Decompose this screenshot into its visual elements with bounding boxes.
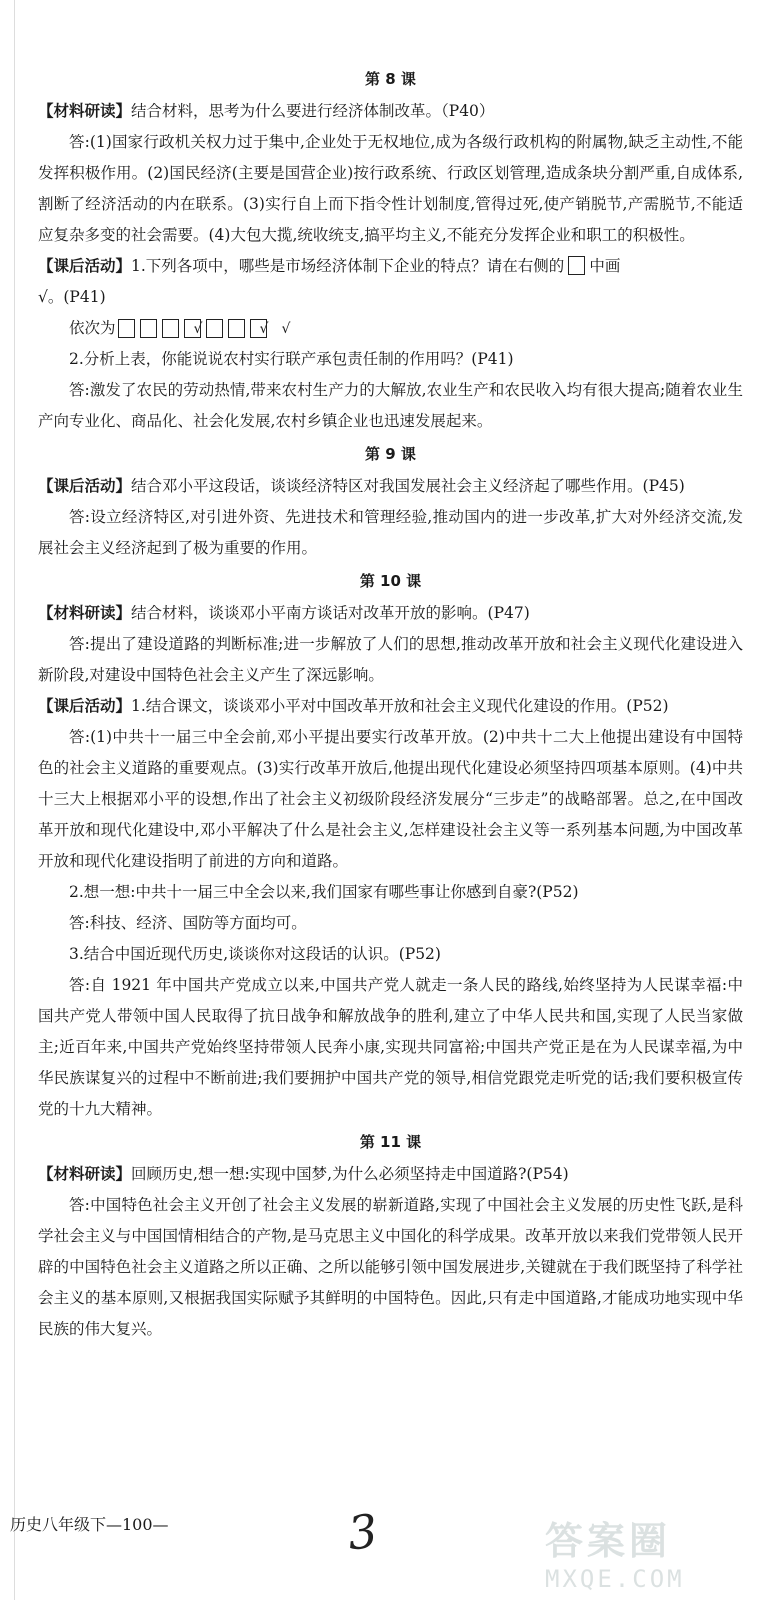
section-tag: 【材料研读】: [38, 604, 132, 622]
section-tag: 【课后活动】: [38, 477, 132, 495]
section-tag: 【材料研读】: [38, 102, 132, 120]
l11-material-question: [38, 1159, 743, 1190]
lesson-11-title: 第 11 课: [359, 1133, 422, 1151]
section-tag: 【材料研读】: [38, 1165, 132, 1183]
watermark-top: 答案圈: [545, 1519, 672, 1563]
l8-material-answer: 答:(1)国家行政机关权力过于集中,企业处于无权地位,成为各级行政机构的附属物,缺乏主动性,不能发挥积极作用。(2)国民经济(主要是国营企业)按行政系统、行政区划管理,造成条块分割严重,自成体系,割断了经济活动的内在联系。(3)实行自上而下指令性计划制度,管得过死,使产销脱节,产需脱节,不能适应复杂多变的社会需要。(4)大包大揽,统收统支,搞平均主义,不能充分发挥企业和职工的积极性。: [38, 133, 743, 244]
answer-box: [184, 319, 201, 338]
l10-activity-question-1: [38, 691, 743, 722]
document-page: [38, 62, 743, 1345]
section-tag: 【课后活动】: [38, 257, 132, 275]
answer-box: [140, 319, 157, 338]
question-text: 回顾历史,想一想:实现中国梦,为什么必须坚持走中国道路?(P54): [131, 1165, 569, 1183]
answer-box-checked: √: [162, 319, 179, 338]
l8-answer-boxes-row: [38, 313, 743, 344]
checkbox-icon: [568, 256, 585, 275]
l10-question-2: 2.想一想:中共十一届三中全会以来,我们国家有哪些事让你感到自豪?(P52): [69, 883, 579, 901]
lesson-10-title: 第 10 课: [359, 572, 422, 590]
page-margin-line: [14, 0, 15, 1600]
answer-box: [118, 319, 135, 338]
watermark-bottom: MXQE.COM: [545, 1565, 685, 1593]
section-tag: 【课后活动】: [38, 697, 132, 715]
question-text: 1.下列各项中，哪些是市场经济体制下企业的特点？请在右侧的: [131, 257, 565, 275]
question-text: 结合邓小平这段话，谈谈经济特区对我国发展社会主义经济起了哪些作用。(P45): [131, 477, 685, 495]
l10-question-3: 3.结合中国近现代历史,谈谈你对这段话的认识。(P52): [69, 945, 441, 963]
question-text: 中画: [589, 257, 621, 275]
l10-activity-answer-1: 答:(1)中共十一届三中全会前,邓小平提出要实行改革开放。(2)中共十二大上他提出建设有中国特色的社会主义道路的重要观点。(3)实行改革开放后,他提出现代化建设必须坚持四项基本原则。(4)中共十三大上根据邓小平的设想,作出了社会主义初级阶段经济发展分“三步走”的战略部署。总之,在中国改革开放和现代化建设中,邓小平解决了什么是社会主义,怎样建设社会主义等一系列基本问题,为中国改革开放和现代化建设指明了前进的方向和道路。: [38, 728, 743, 870]
watermark-logo: [545, 1510, 760, 1595]
l8-material-question: [38, 96, 743, 127]
question-text: 1.结合课文，谈谈邓小平对中国改革开放和社会主义现代化建设的作用。(P52): [131, 697, 669, 715]
question-text: 结合材料，思考为什么要进行经济体制改革。（P40）: [131, 102, 495, 120]
answer-box-checked: √: [250, 319, 267, 338]
l10-answer-2: 答:科技、经济、国防等方面均可。: [69, 914, 307, 932]
question-text: 结合材料，谈谈邓小平南方谈话对改革开放的影响。(P47): [131, 604, 530, 622]
answer-box: [206, 319, 223, 338]
l8-activity-question-1: [38, 251, 743, 313]
question-text: √。(P41): [38, 288, 106, 306]
lesson-9-title: 第 9 课: [365, 445, 416, 463]
l8-activity-question-2: 2.分析上表，你能说说农村实行联产承包责任制的作用吗？(P41): [69, 350, 514, 368]
l10-material-answer: 答:提出了建设道路的判断标准;进一步解放了人们的思想,推动改革开放和社会主义现代化建设进入新阶段,对建设中国特色社会主义产生了深远影响。: [38, 635, 743, 684]
l11-material-answer: 答:中国特色社会主义开创了社会主义发展的崭新道路,实现了中国社会主义发展的历史性飞跃,是科学社会主义与中国国情相结合的产物,是马克思主义中国化的科学成果。改革开放以来我们党带领人民开辟的中国特色社会主义道路之所以正确、之所以能够引领中国发展进步,关键就在于我们既坚持了科学社会主义的基本原则,又根据我国实际赋予其鲜明的中国特色。因此,只有走中国道路,才能成功地实现中华民族的伟大复兴。: [38, 1196, 743, 1338]
l9-activity-answer: 答:设立经济特区,对引进外资、先进技术和管理经验,推动国内的进一步改革,扩大对外经济交流,发展社会主义经济起到了极为重要的作用。: [38, 508, 743, 557]
page-footer: 历史八年级下—100—: [10, 1515, 169, 1534]
l8-activity-answer-2: 答:激发了农民的劳动热情,带来农村生产力的大解放,农业生产和农民收入均有很大提高;随着农业生产向专业化、商品化、社会化发展,农村乡镇企业也迅速发展起来。: [38, 381, 743, 430]
lesson-8-title: 第 8 课: [365, 70, 416, 88]
l9-activity-question: [38, 471, 743, 502]
handwritten-mark: 3: [345, 1503, 381, 1561]
l10-material-question: [38, 598, 743, 629]
answer-prefix: 依次为: [69, 319, 116, 337]
answer-box-checked: √: [228, 319, 245, 338]
l10-answer-3: 答:自 1921 年中国共产党成立以来,中国共产党人就走一条人民的路线,始终坚持为人民谋幸福:中国共产党人带领中国人民取得了抗日战争和解放战争的胜利,建立了中华人民共和国,实现了人民当家做主;近百年来,中国共产党始终坚持带领人民奔小康,实现共同富裕;中国共产党正是在为人民谋幸福,为中华民族谋复兴的过程中不断前进;我们要拥护中国共产党的领导,相信党跟党走听党的话;我们要积极宣传党的十九大精神。: [38, 976, 743, 1118]
